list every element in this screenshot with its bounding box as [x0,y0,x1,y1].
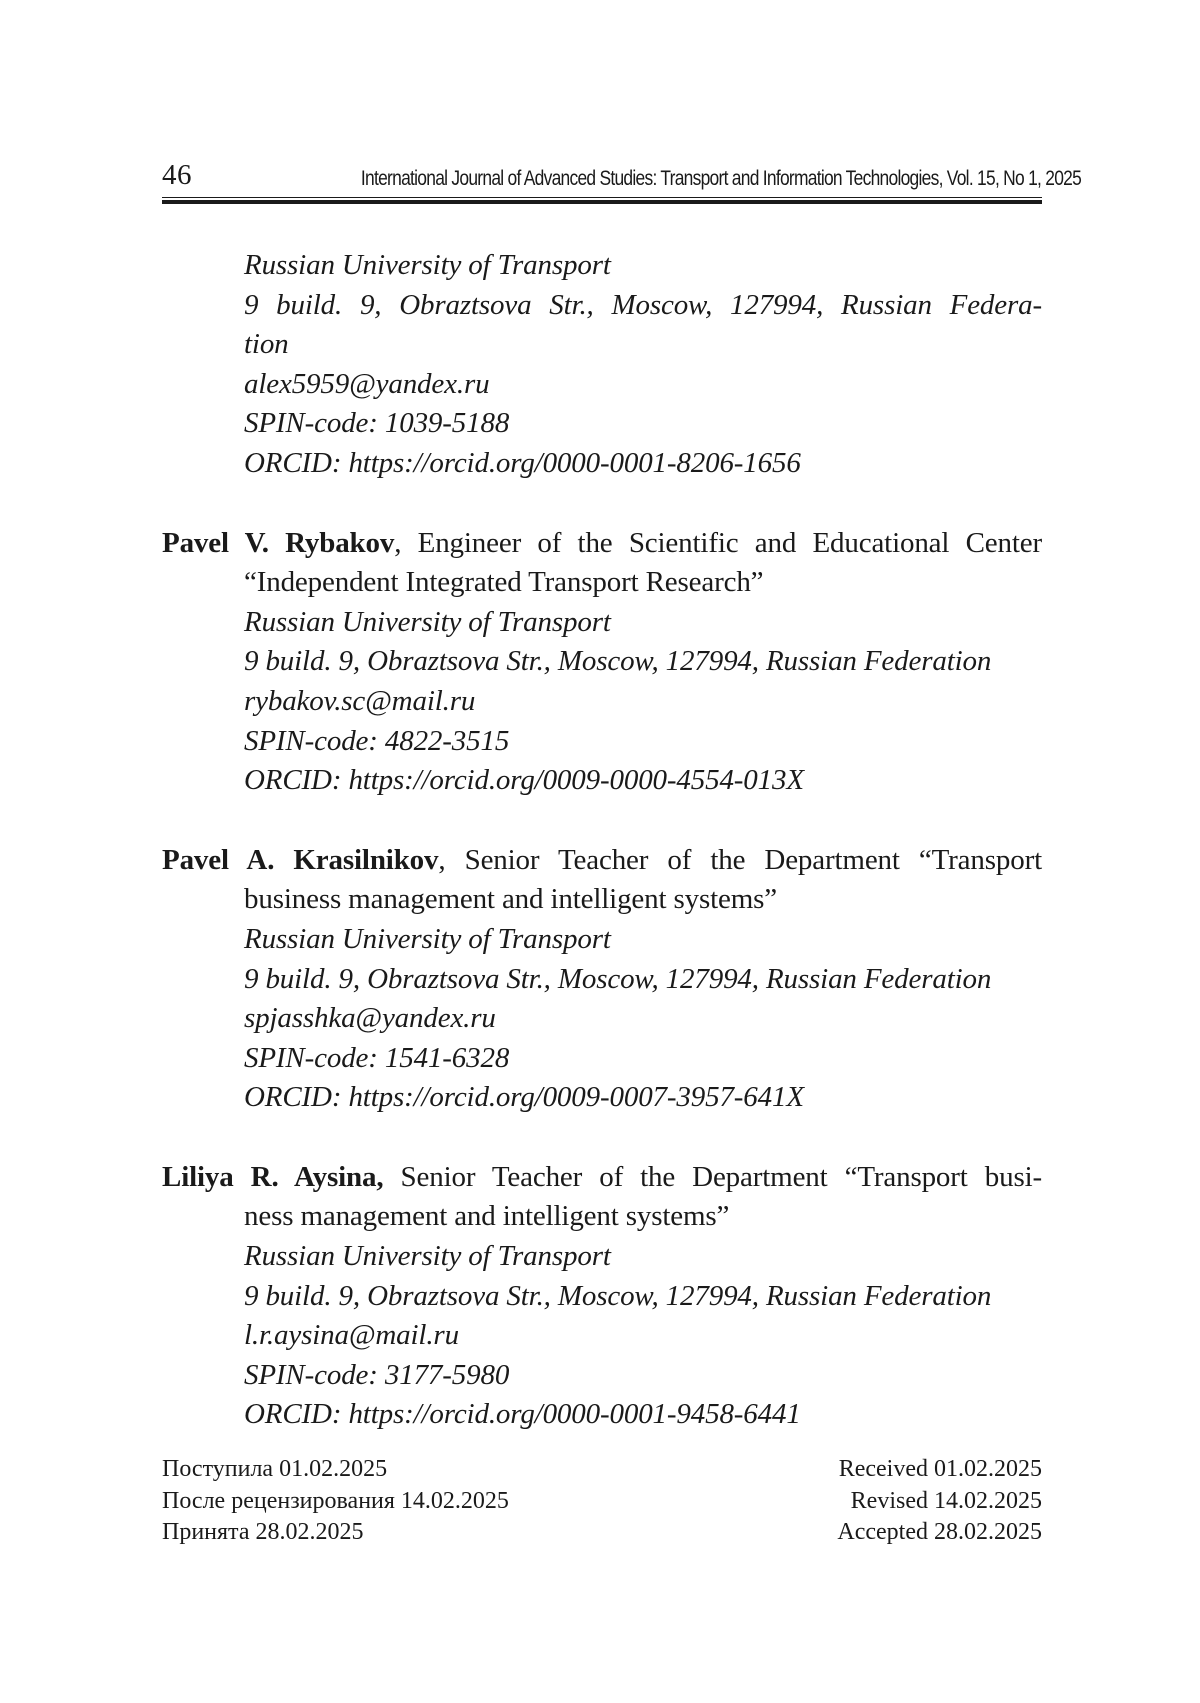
header-rule-thin [162,197,1042,198]
author-block-continued [162,246,1042,484]
author-block-krasilnikov [162,841,1042,1118]
author-orcid: ORCID: https://orcid.org/0009-0000-4554-013X [244,764,804,797]
author-spin: SPIN-code: 1039-5188 [244,407,510,440]
author-address: 9 build. 9, Obraztsova Str., Moscow, 127994, Russian Federa- [244,288,1042,321]
page-number: 46 [162,159,192,191]
dates-english [837,1454,1042,1549]
author-position-continued: ness management and intelligent systems” [244,1200,730,1233]
running-header [162,156,1082,191]
author-position-continued: “Independent Integrated Transport Research” [244,566,764,599]
journal-title: International Journal of Advanced Studies: Transport and Information Technologies, Vol. 15, No 1, 2025 [360,166,1082,190]
date-accepted-en: Accepted 28.02.2025 [837,1519,1042,1545]
author-position: , Engineer of the Scientific and Educational Center [394,526,1042,559]
author-spin: SPIN-code: 1541-6328 [244,1041,510,1074]
author-name: Liliya R. Aysina, [162,1160,384,1193]
date-received-en: Received 01.02.2025 [838,1456,1042,1482]
author-heading [162,841,1042,881]
author-position-continued: business management and intelligent systems” [244,883,778,916]
author-affiliation: Russian University of Transport [244,1240,611,1273]
author-position: , Senior Teacher of the Department “Transport [438,843,1042,876]
author-affiliation: Russian University of Transport [244,922,611,955]
date-revised-ru: После рецензирования 14.02.2025 [162,1487,509,1514]
author-affiliation: Russian University of Transport [244,249,611,281]
author-address: 9 build. 9, Obraztsova Str., Moscow, 127994, Russian Federation [244,645,992,678]
author-affiliation: Russian University of Transport [244,605,611,638]
author-heading [162,524,1042,564]
author-spin: SPIN-code: 3177-5980 [244,1358,510,1391]
date-revised-en: Revised 14.02.2025 [850,1487,1042,1514]
date-accepted-ru: Принята 28.02.2025 [162,1519,364,1545]
author-address-continued: tion [244,328,289,361]
author-address: 9 build. 9, Obraztsova Str., Moscow, 127994, Russian Federation [244,1279,992,1312]
author-info [162,246,1042,1435]
author-email: l.r.aysina@mail.ru [244,1319,459,1352]
author-address: 9 build. 9, Obraztsova Str., Moscow, 127994, Russian Federation [244,962,992,995]
block-gap [162,484,1042,524]
author-name: Pavel V. Rybakov [162,526,395,559]
author-spin: SPIN-code: 4822-3515 [244,724,510,757]
article-dates [162,1454,1042,1549]
author-orcid: ORCID: https://orcid.org/0009-0007-3957-641X [244,1081,804,1114]
author-email: rybakov.sc@mail.ru [244,684,476,717]
author-email: spjasshka@yandex.ru [244,1002,496,1035]
author-email: alex5959@yandex.ru [244,367,490,400]
author-orcid: ORCID: https://orcid.org/0000-0001-8206-1656 [244,446,801,479]
author-name: Pavel A. Krasilnikov [162,843,439,876]
author-position: Senior Teacher of the Department “Transport busi- [383,1160,1042,1193]
author-block-aysina [162,1158,1042,1435]
author-orcid: ORCID: https://orcid.org/0000-0001-9458-6441 [244,1398,801,1431]
dates-russian [162,1454,509,1549]
block-gap [162,1118,1042,1158]
author-heading [162,1158,1042,1198]
header-rule-thick [162,200,1042,204]
date-received-ru: Поступила 01.02.2025 [162,1456,388,1482]
author-block-rybakov [162,524,1042,801]
block-gap [162,801,1042,841]
